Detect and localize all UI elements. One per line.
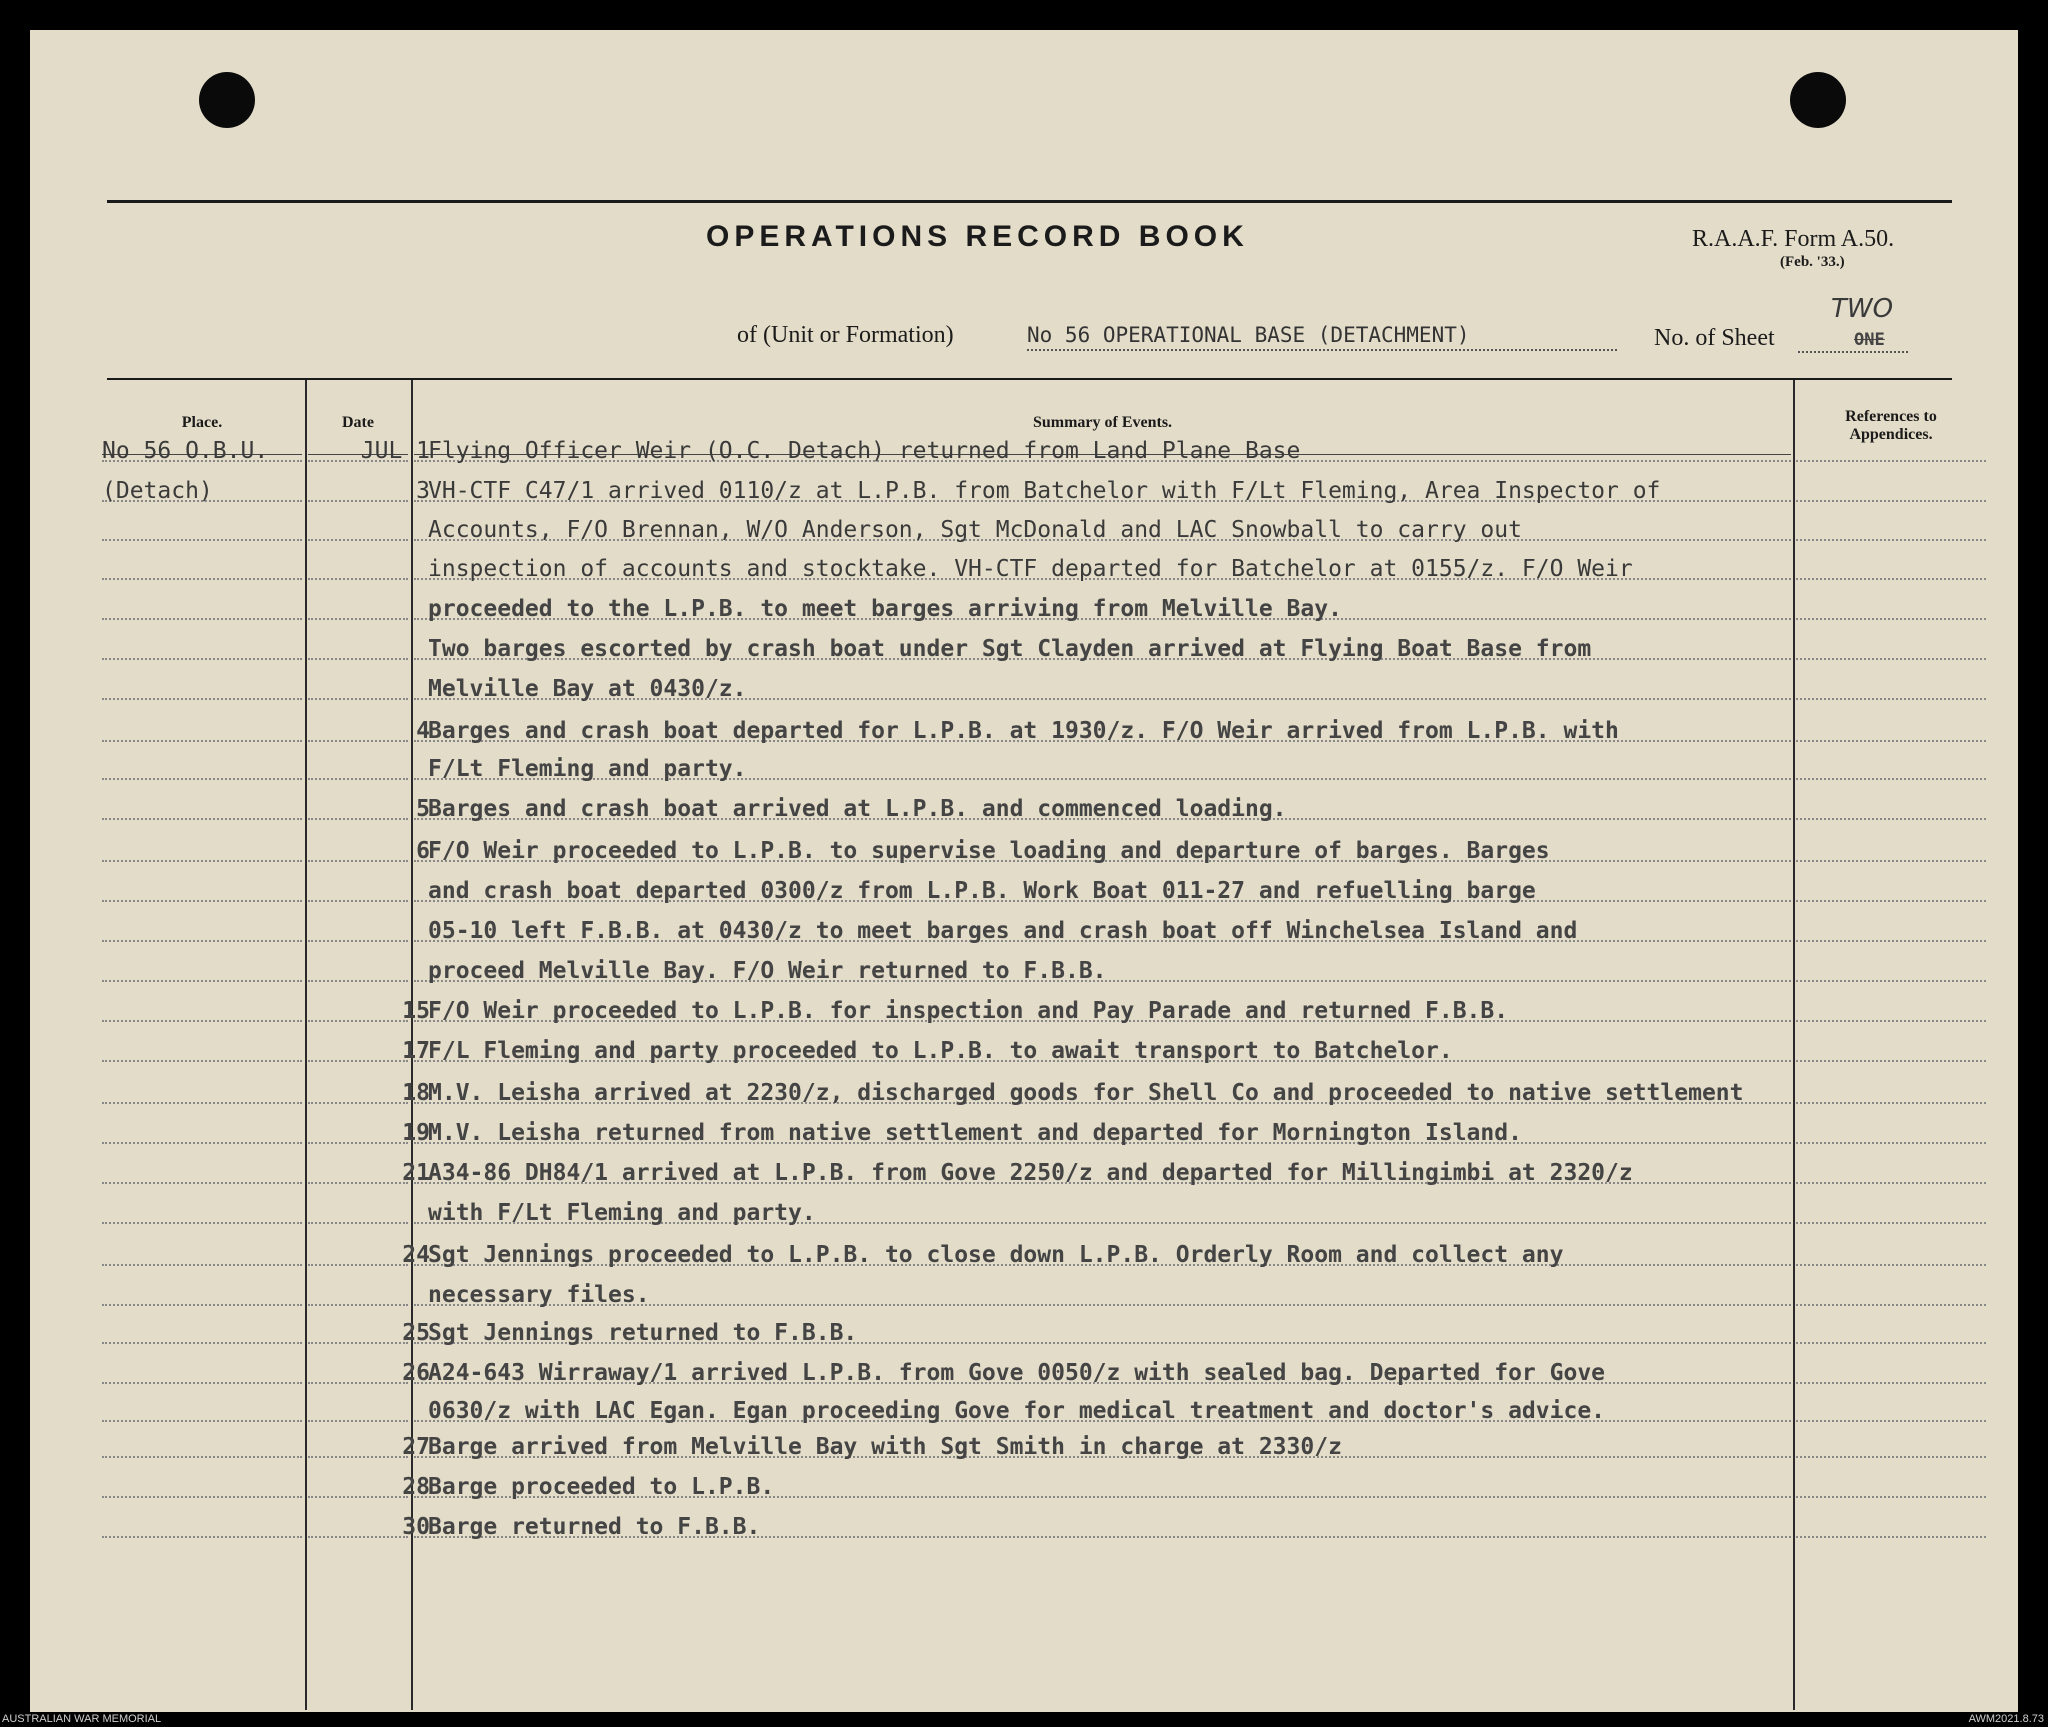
table-row bbox=[30, 472, 2018, 512]
table-row bbox=[30, 670, 2018, 710]
row-summary: Sgt Jennings returned to F.B.B. bbox=[428, 1320, 858, 1346]
table-row bbox=[30, 590, 2018, 630]
row-date: 19 bbox=[402, 1120, 430, 1146]
row-dotted-line bbox=[102, 1102, 302, 1104]
row-dotted-line bbox=[1796, 1142, 1986, 1144]
row-dotted-line bbox=[1796, 940, 1986, 942]
row-dotted-line bbox=[308, 658, 408, 660]
row-dotted-line bbox=[1796, 460, 1986, 462]
row-summary: proceeded to the L.P.B. to meet barges arriving from Melville Bay. bbox=[428, 596, 1342, 622]
row-date: 3 bbox=[416, 478, 430, 504]
punch-hole-right bbox=[1790, 72, 1846, 128]
table-row bbox=[30, 1392, 2018, 1432]
table-row bbox=[30, 712, 2018, 752]
row-dotted-line bbox=[308, 980, 408, 982]
row-dotted-line bbox=[102, 1456, 302, 1458]
row-dotted-line bbox=[1796, 578, 1986, 580]
table-row bbox=[30, 1314, 2018, 1354]
row-dotted-line bbox=[1796, 1020, 1986, 1022]
table-row bbox=[30, 432, 2018, 472]
row-dotted-line bbox=[102, 1222, 302, 1224]
row-summary: Flying Officer Weir (O.C. Detach) returned from Land Plane Base bbox=[428, 438, 1301, 464]
row-dotted-line bbox=[102, 818, 302, 820]
row-dotted-line bbox=[102, 1342, 302, 1344]
form-date: (Feb. '33.) bbox=[1780, 254, 1845, 270]
row-dotted-line bbox=[1796, 539, 1986, 541]
row-summary: Barges and crash boat departed for L.P.B. at 1930/z. F/O Weir arrived from L.P.B. with bbox=[428, 718, 1619, 744]
row-dotted-line bbox=[308, 1304, 408, 1306]
top-rule bbox=[107, 200, 1952, 203]
row-date: 17 bbox=[402, 1038, 430, 1064]
row-summary: A34-86 DH84/1 arrived at L.P.B. from Gove 2250/z and departed for Millingimbi at 2320/z bbox=[428, 1160, 1633, 1186]
table-row bbox=[30, 1354, 2018, 1394]
row-dotted-line bbox=[102, 740, 302, 742]
row-place: (Detach) bbox=[102, 478, 213, 504]
row-summary: 05-10 left F.B.B. at 0430/z to meet barges and crash boat off Winchelsea Island and bbox=[428, 918, 1578, 944]
header-summary: Summary of Events. bbox=[1032, 414, 1173, 431]
table-row bbox=[30, 952, 2018, 992]
row-summary: F/Lt Fleming and party. bbox=[428, 756, 747, 782]
row-dotted-line bbox=[102, 1382, 302, 1384]
row-dotted-line bbox=[1796, 818, 1986, 820]
row-dotted-line bbox=[308, 539, 408, 541]
row-summary: and crash boat departed 0300/z from L.P.B. Work Boat 011-27 and refuelling barge bbox=[428, 878, 1536, 904]
row-dotted-line bbox=[308, 578, 408, 580]
row-date: 30 bbox=[402, 1514, 430, 1540]
row-summary: 0630/z with LAC Egan. Egan proceeding Gove for medical treatment and doctor's advice. bbox=[428, 1398, 1606, 1424]
record-sheet bbox=[30, 30, 2018, 1712]
sheet-handwritten: TWO bbox=[1831, 294, 1894, 324]
table-row bbox=[30, 790, 2018, 830]
row-summary: proceed Melville Bay. F/O Weir returned to F.B.B. bbox=[428, 958, 1107, 984]
row-summary: Barge returned to F.B.B. bbox=[428, 1514, 761, 1540]
row-summary: A24-643 Wirraway/1 arrived L.P.B. from Gove 0050/z with sealed bag. Departed for Gove bbox=[428, 1360, 1606, 1386]
row-summary: inspection of accounts and stocktake. VH-CTF departed for Batchelor at 0155/z. F/O Weir bbox=[428, 556, 1633, 582]
table-row bbox=[30, 1508, 2018, 1548]
row-summary: Barges and crash boat arrived at L.P.B. and commenced loading. bbox=[428, 796, 1287, 822]
row-place: No 56 O.B.U. bbox=[102, 438, 269, 464]
row-dotted-line bbox=[102, 1264, 302, 1266]
row-summary: Melville Bay at 0430/z. bbox=[428, 676, 747, 702]
row-dotted-line bbox=[308, 1420, 408, 1422]
sheet-label: No. of Sheet bbox=[1654, 325, 1775, 351]
row-dotted-line bbox=[102, 1304, 302, 1306]
row-dotted-line bbox=[102, 940, 302, 942]
unit-value: No 56 OPERATIONAL BASE (DETACHMENT) bbox=[1027, 323, 1617, 351]
sheet-struck: ONE bbox=[1854, 330, 1885, 350]
table-row bbox=[30, 992, 2018, 1032]
row-dotted-line bbox=[308, 618, 408, 620]
page-title: OPERATIONS RECORD BOOK bbox=[706, 220, 1249, 253]
row-date: 18 bbox=[402, 1080, 430, 1106]
row-dotted-line bbox=[102, 1142, 302, 1144]
row-dotted-line bbox=[1796, 618, 1986, 620]
row-dotted-line bbox=[1796, 1496, 1986, 1498]
row-dotted-line bbox=[1796, 1420, 1986, 1422]
table-row bbox=[30, 872, 2018, 912]
header-references-line2: Appendices. bbox=[1849, 426, 1933, 443]
row-dotted-line bbox=[102, 658, 302, 660]
header-references-line1: References to bbox=[1845, 408, 1937, 425]
table-row bbox=[30, 912, 2018, 952]
row-summary: F/O Weir proceeded to L.P.B. for inspection and Pay Parade and returned F.B.B. bbox=[428, 998, 1509, 1024]
row-summary: M.V. Leisha returned from native settlement and departed for Mornington Island. bbox=[428, 1120, 1522, 1146]
table-row bbox=[30, 1194, 2018, 1234]
punch-hole-left bbox=[199, 72, 255, 128]
row-summary: M.V. Leisha arrived at 2230/z, discharged goods for Shell Co and proceeded to native settlement bbox=[428, 1080, 1744, 1106]
row-date: 28 bbox=[402, 1474, 430, 1500]
row-dotted-line bbox=[1796, 778, 1986, 780]
row-dotted-line bbox=[308, 698, 408, 700]
row-dotted-line bbox=[102, 900, 302, 902]
table-row bbox=[30, 1154, 2018, 1194]
row-dotted-line bbox=[1796, 500, 1986, 502]
form-id: R.A.A.F. Form A.50. bbox=[1692, 226, 1895, 252]
row-dotted-line bbox=[102, 698, 302, 700]
header-place: Place. bbox=[181, 414, 223, 431]
row-dotted-line bbox=[1796, 1456, 1986, 1458]
row-dotted-line bbox=[102, 860, 302, 862]
row-summary: Barge arrived from Melville Bay with Sgt Smith in charge at 2330/z bbox=[428, 1434, 1342, 1460]
row-date: 15 bbox=[402, 998, 430, 1024]
row-dotted-line bbox=[308, 778, 408, 780]
row-date: 25 bbox=[402, 1320, 430, 1346]
table-row bbox=[30, 832, 2018, 872]
row-dotted-line bbox=[1796, 1222, 1986, 1224]
table-row bbox=[30, 550, 2018, 590]
table-row bbox=[30, 1428, 2018, 1468]
table-row bbox=[30, 630, 2018, 670]
row-date: 5 bbox=[416, 796, 430, 822]
row-dotted-line bbox=[1796, 1304, 1986, 1306]
row-dotted-line bbox=[102, 618, 302, 620]
table-row bbox=[30, 1236, 2018, 1276]
row-summary: with F/Lt Fleming and party. bbox=[428, 1200, 816, 1226]
row-dotted-line bbox=[1796, 980, 1986, 982]
row-dotted-line bbox=[1796, 1342, 1986, 1344]
row-dotted-line bbox=[1796, 1264, 1986, 1266]
row-dotted-line bbox=[1796, 1182, 1986, 1184]
header-date: Date bbox=[342, 414, 374, 431]
table-row bbox=[30, 511, 2018, 551]
row-dotted-line bbox=[102, 1536, 302, 1538]
table-row bbox=[30, 1074, 2018, 1114]
row-dotted-line bbox=[1796, 1382, 1986, 1384]
table-row bbox=[30, 750, 2018, 790]
row-date: JUL 1 bbox=[360, 438, 430, 464]
row-summary: VH-CTF C47/1 arrived 0110/z at L.P.B. from Batchelor with F/Lt Fleming, Area Inspector of bbox=[428, 478, 1661, 504]
row-dotted-line bbox=[308, 1222, 408, 1224]
row-summary: Barge proceeded to L.P.B. bbox=[428, 1474, 775, 1500]
row-dotted-line bbox=[102, 578, 302, 580]
table-row bbox=[30, 1032, 2018, 1072]
row-summary: F/O Weir proceeded to L.P.B. to supervise loading and departure of barges. Barges bbox=[428, 838, 1550, 864]
row-date: 26 bbox=[402, 1360, 430, 1386]
row-dotted-line bbox=[1796, 860, 1986, 862]
footer-credit: AUSTRALIAN WAR MEMORIAL bbox=[2, 1713, 162, 1725]
row-dotted-line bbox=[308, 900, 408, 902]
row-dotted-line bbox=[102, 1182, 302, 1184]
row-date: 4 bbox=[416, 718, 430, 744]
sheet-value bbox=[1798, 330, 1908, 353]
table-row bbox=[30, 1468, 2018, 1508]
row-dotted-line bbox=[102, 980, 302, 982]
row-dotted-line bbox=[102, 1496, 302, 1498]
row-date: 6 bbox=[416, 838, 430, 864]
row-summary: Two barges escorted by crash boat under Sgt Clayden arrived at Flying Boat Base from bbox=[428, 636, 1592, 662]
row-summary: F/L Fleming and party proceeded to L.P.B. to await transport to Batchelor. bbox=[428, 1038, 1453, 1064]
row-dotted-line bbox=[1796, 900, 1986, 902]
row-dotted-line bbox=[102, 1020, 302, 1022]
row-dotted-line bbox=[1796, 658, 1986, 660]
row-summary: Sgt Jennings proceeded to L.P.B. to close down L.P.B. Orderly Room and collect any bbox=[428, 1242, 1564, 1268]
row-dotted-line bbox=[1796, 1102, 1986, 1104]
row-date: 21 bbox=[402, 1160, 430, 1186]
footer-accession: AWM2021.8.73 bbox=[1968, 1713, 2044, 1725]
row-dotted-line bbox=[1796, 1536, 1986, 1538]
table-row bbox=[30, 1276, 2018, 1316]
table-row bbox=[30, 1114, 2018, 1154]
table-top-rule bbox=[107, 378, 1952, 380]
row-dotted-line bbox=[102, 1420, 302, 1422]
row-dotted-line bbox=[102, 1060, 302, 1062]
row-dotted-line bbox=[102, 539, 302, 541]
row-date: 27 bbox=[402, 1434, 430, 1460]
row-dotted-line bbox=[102, 778, 302, 780]
row-dotted-line bbox=[308, 940, 408, 942]
row-date: 24 bbox=[402, 1242, 430, 1268]
row-dotted-line bbox=[1796, 740, 1986, 742]
unit-label: of (Unit or Formation) bbox=[737, 322, 954, 348]
row-summary: necessary files. bbox=[428, 1282, 650, 1308]
row-summary: Accounts, F/O Brennan, W/O Anderson, Sgt McDonald and LAC Snowball to carry out bbox=[428, 517, 1522, 543]
row-dotted-line bbox=[1796, 698, 1986, 700]
row-dotted-line bbox=[1796, 1060, 1986, 1062]
